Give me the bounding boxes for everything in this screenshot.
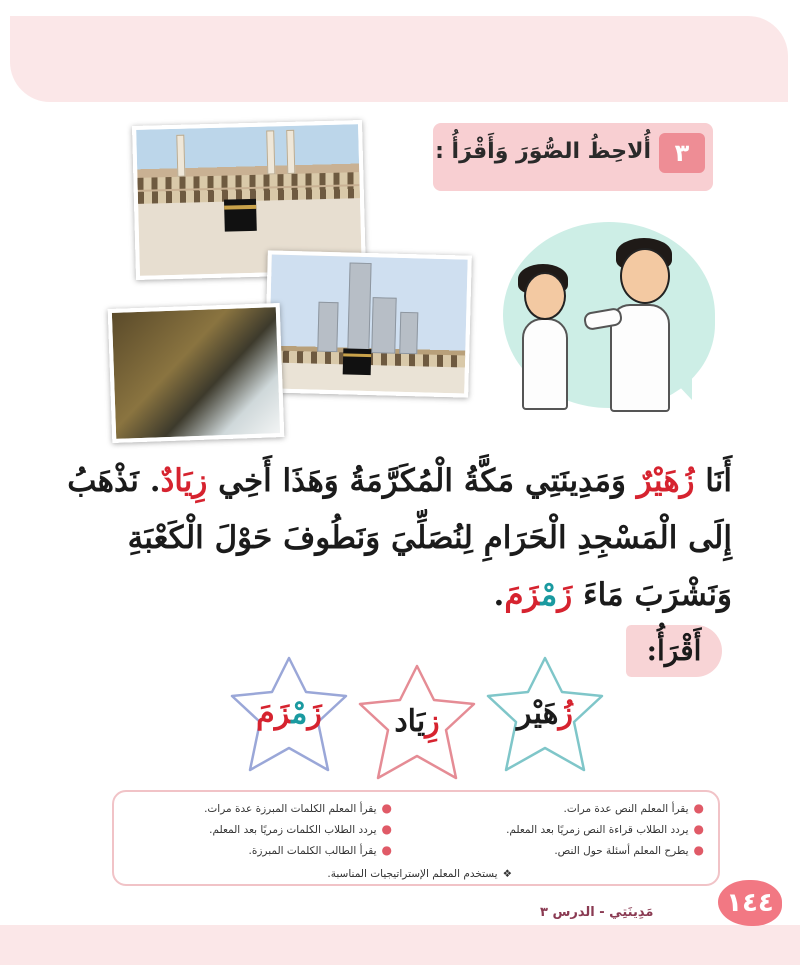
bullet-icon: ● <box>693 822 704 836</box>
bullet-icon: ● <box>381 801 392 815</box>
star-word <box>224 696 354 731</box>
text-part: وَمَدِينَتِي مَكَّةُ الْمُكَرَّمَةُ وَهَذَا أَخِي <box>207 463 637 499</box>
name-ziyad: زِيَادٌ <box>160 463 208 499</box>
note-item <box>122 819 392 840</box>
photo-zamzam-spring <box>108 303 285 443</box>
note-item <box>434 840 704 861</box>
note-item <box>434 819 704 840</box>
teacher-notes-box <box>112 790 720 886</box>
note-item <box>122 798 392 819</box>
section-number-badge: ٣ <box>659 133 705 173</box>
bullet-icon: ● <box>693 843 704 857</box>
word-highlight: زُ <box>558 696 573 731</box>
zamzam-part: زَمَ <box>504 577 541 613</box>
star-card-zamzam <box>224 652 354 782</box>
note-text: يردد الطلاب الكلمات زمريًا بعد المعلم. <box>209 824 377 836</box>
word-highlight: زَ <box>307 696 322 731</box>
bullet-icon: ● <box>381 843 392 857</box>
word-zamzam <box>504 577 572 613</box>
note-text: يقرأ المعلم الكلمات المبرزة عدة مرات. <box>204 803 377 815</box>
note-text: يردد الطلاب قراءة النص زمريًا بعد المعلم. <box>506 824 689 836</box>
word-rest: هَيْر <box>517 696 559 731</box>
note-footer-text: يستخدم المعلم الإستراتيجيات المناسبة. <box>327 868 498 880</box>
notes-column-right <box>434 798 704 861</box>
lesson-footer-label: مَدِينَتِي - الدرس ٣ <box>540 905 654 920</box>
star-card-zuhair <box>480 652 610 782</box>
note-text: يقرأ المعلم النص عدة مرات. <box>563 803 689 815</box>
note-item <box>434 798 704 819</box>
top-decorative-band <box>10 16 788 102</box>
read-label: أَقْرَأُ: <box>626 625 722 677</box>
word-highlight: زَمَ <box>256 696 292 731</box>
bottom-decorative-band <box>0 925 800 965</box>
notes-footer <box>327 868 512 880</box>
notes-column-left <box>122 798 392 861</box>
section-header <box>433 123 713 191</box>
page-number: ١٤٤ <box>718 880 782 926</box>
star-word <box>352 704 482 739</box>
zamzam-part: مْ <box>540 577 558 613</box>
word-rest: يَاد <box>394 704 426 739</box>
star-word <box>480 696 610 731</box>
photo-clock-tower <box>264 250 472 397</box>
bullet-icon: ● <box>381 822 392 836</box>
text-part: . نَذْهَبُ إِلَى الْمَسْجِدِ الْحَرَامِ لِنُصَلِّيَ وَنَطُوفَ حَوْلَ الْكَعْبَةِ وَنَشْرَبَ مَاءَ <box>67 463 732 613</box>
reading-paragraph <box>60 453 732 624</box>
diamond-icon: ❖ <box>502 868 512 880</box>
note-text: يقرأ الطالب الكلمات المبرزة. <box>248 845 377 857</box>
word-highlight: زِ <box>425 704 440 739</box>
bullet-icon: ● <box>693 801 704 815</box>
note-item <box>122 840 392 861</box>
word-highlight: مْ <box>291 696 308 731</box>
text-part: . <box>493 577 505 613</box>
note-text: يطرح المعلم أسئلة حول النص. <box>554 845 689 857</box>
star-card-ziyad <box>352 660 482 790</box>
text-part: أَنَا <box>694 463 732 499</box>
section-title: أُلاحِظُ الصُّوَرَ وَأَقْرَأُ : <box>435 139 651 164</box>
zamzam-part: زَ <box>557 577 573 613</box>
name-zuhair: زُهَيْرٌ <box>636 463 695 499</box>
